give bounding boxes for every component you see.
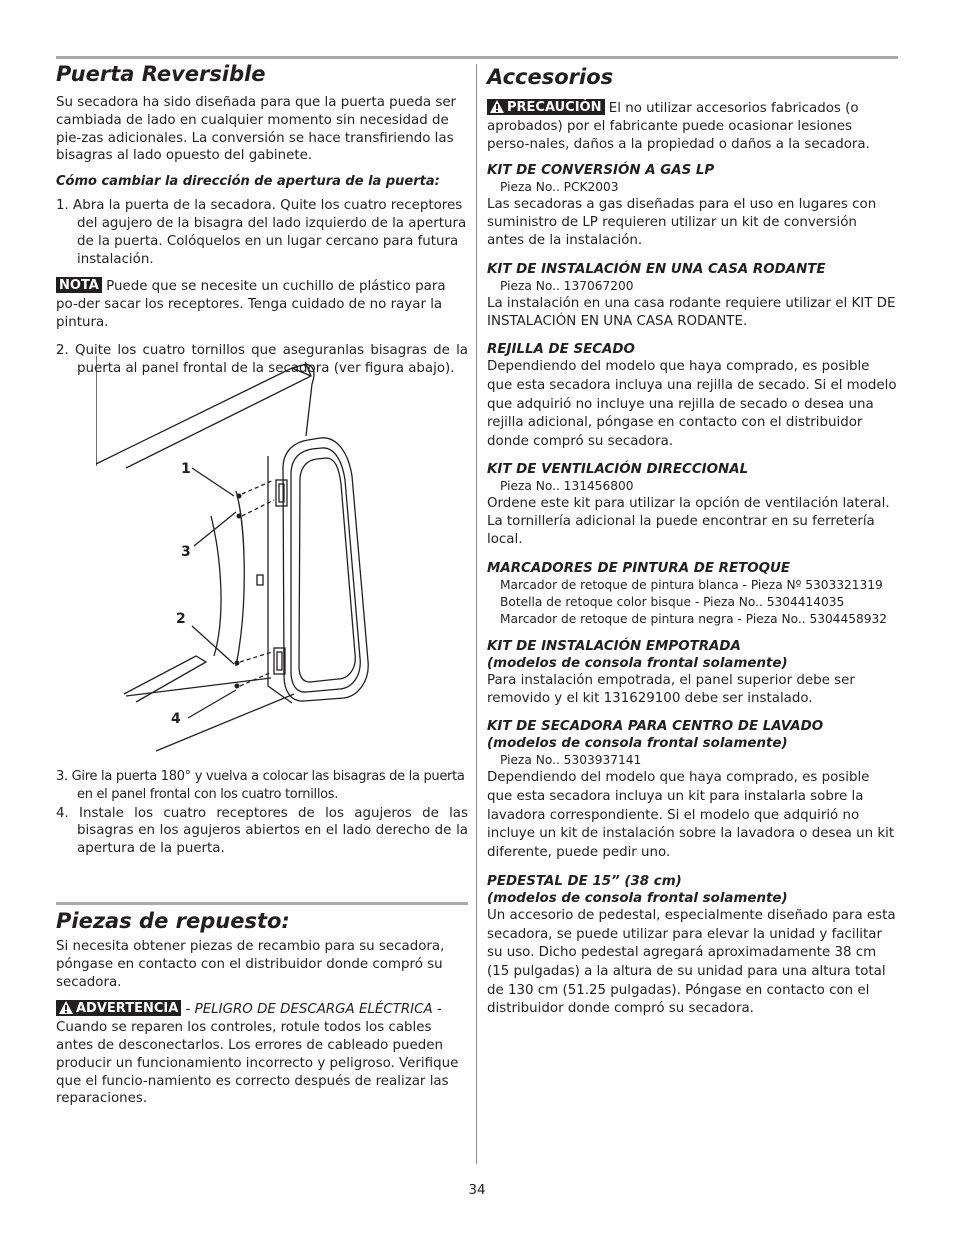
touchup-item-bisque: Botella de retoque color bisque - Pieza No.. 5304414035	[500, 594, 845, 609]
lp-kit-part: Pieza No.. PCK2003	[500, 180, 619, 195]
caution-text: El no utilizar accesorios fabricados (o aprobados) por el fabricante puede ocasionar lesiones perso-nales, daños a la propiedad o daños a la secadora.	[487, 101, 870, 152]
pedestal-heading: PEDESTAL DE 15” (38 cm)	[487, 874, 682, 890]
warning-label: ADVERTENCIA	[76, 1001, 179, 1017]
door-hinge-figure	[96, 356, 468, 766]
reversible-intro: Su secadora ha sido diseñada para que la puerta pueda ser cambiada de lado en cualquier momento sin necesidad de pie-zas adicionales. La conversión se hace transfiriendo las bisagras al lado opuesto del gabinete.	[56, 95, 457, 164]
step-2: 2. Quite los cuatro tornillos que aseguranlas bisagras de la puerta al panel frontal de la secadora (ver figura abajo).	[56, 342, 468, 376]
column-divider	[476, 64, 477, 1164]
dryer-door-illustration	[96, 356, 468, 766]
how-to-heading: Cómo cambiar la dirección de apertura de la puerta:	[56, 174, 440, 190]
reversible-door-title: Puerta Reversible	[56, 62, 266, 86]
mobile-home-text: La instalación en una casa rodante requiere utilizar el KIT DE INSTALACIÓN EN UNA CASA RODANTE.	[487, 295, 896, 329]
built-in-heading: KIT DE INSTALACIÓN EMPOTRADA	[487, 638, 741, 654]
pedestal-text: Un accesorio de pedestal, especialmente diseñado para esta secadora, se puede utilizar para elevar la unidad y facilitar su uso. Dicho pedestal agregará aproximadamente 38 cm (15 pulgadas) a la altura de su unidad para una altura total de 130 cm (51.25 pulgadas). Póngase en contacto con el distribuidor donde compró su secadora.	[487, 908, 896, 1017]
vent-kit-heading: KIT DE VENTILACIÓN DIRECCIONAL	[487, 462, 749, 478]
left-column-lower	[56, 768, 468, 1108]
laundry-center-subheading: (modelos de consola frontal solamente)	[487, 736, 788, 752]
warning-badge	[56, 1000, 181, 1016]
caution-badge	[487, 99, 605, 115]
lp-kit-text: Las secadoras a gas diseñadas para el uso en lugares con suministro de LP requieren utilizar un kit de conversión antes de la instalación.	[487, 197, 877, 248]
callout-3: 3	[181, 544, 191, 560]
laundry-center-heading: KIT DE SECADORA PARA CENTRO DE LAVADO	[487, 719, 824, 735]
vent-kit-part: Pieza No.. 131456800	[500, 479, 634, 494]
step-3: 3. Gire la puerta 180° y vuelva a colocar las bisagras de la puerta en el panel frontal con los cuatro tornillos.	[56, 769, 465, 802]
mobile-home-part: Pieza No.. 137067200	[500, 278, 634, 293]
accessories-title: Accesorios	[487, 65, 614, 89]
step-4: 4. Instale los cuatro receptores de los agujeros de las bisagras en los agujeros abiertos en el lado derecho de la apertura de la puerta.	[56, 805, 468, 857]
drying-rack-heading: REJILLA DE SECADO	[487, 342, 635, 358]
warning-text: Cuando se reparen los controles, rotule todos los cables antes de desconectarlos. Los errores de cableado pueden producir un funcionamiento incorrecto y peligroso. Verifique que el funcio-namiento es correcto después de realizar las reparaciones.	[56, 1020, 459, 1107]
laundry-center-text: Dependiendo del modelo que haya comprado, es posible que esta secadora incluya un kit para instalarla sobre la lavadora correspondiente. Si el modelo que adquirió no incluye un kit de instalación sobre la lavadora o desea un kit diferente, puede pedir uno.	[487, 770, 895, 860]
caution-label: PRECAUCIÓN	[507, 100, 602, 115]
touchup-heading: MARCADORES DE PINTURA DE RETOQUE	[487, 560, 791, 576]
built-in-text: Para instalación empotrada, el panel superior debe ser removido y el kit 131629100 debe ser instalado.	[487, 672, 855, 706]
mobile-home-heading: KIT DE INSTALACIÓN EN UNA CASA RODANTE	[487, 261, 826, 277]
steps-list-a	[56, 197, 468, 268]
left-column	[56, 60, 468, 377]
lp-kit-heading: KIT DE CONVERSIÓN A GAS LP	[487, 163, 715, 179]
nota-text: Puede que se necesite un cuchillo de plástico para po-der sacar los receptores. Tenga cuidado de no rayar la pintura.	[56, 279, 446, 330]
nota-badge: NOTA	[56, 277, 102, 293]
parts-rule	[56, 902, 468, 905]
warning-hazard: - PELIGRO DE DESCARGA ELÉCTRICA -	[181, 1002, 442, 1018]
caution-block	[487, 99, 897, 153]
steps-list-c	[56, 768, 468, 858]
page-number: 34	[468, 1183, 486, 1198]
drying-rack-text: Dependiendo del modelo que haya comprado, es posible que esta secadora incluya una rejilla de secado. Si el modelo que adquirió no incluye una rejilla de secado o desea una rejilla adicional, póngase en contacto con el distribuidor donde compró su secadora.	[487, 359, 897, 449]
built-in-subheading: (modelos de consola frontal solamente)	[487, 655, 788, 671]
touchup-item-black: Marcador de retoque de pintura negra - Pieza No.. 5304458932	[500, 611, 888, 626]
callout-4: 4	[171, 711, 181, 727]
parts-title: Piezas de repuesto:	[56, 908, 290, 933]
parts-intro: Si necesita obtener piezas de recambio para su secadora, póngase en contacto con el distribuidor donde compró su secadora.	[56, 938, 445, 990]
step-1: 1. Abra la puerta de la secadora. Quite los cuatro receptores del agujero de la bisagra del lado izquierdo de la apertura de la puerta. Colóquelos en un lugar cercano para futura instalación.	[56, 198, 467, 267]
callout-1: 1	[181, 461, 191, 477]
top-rule	[56, 56, 898, 59]
warning-block	[56, 1000, 468, 1108]
pedestal-subheading: (modelos de consola frontal solamente)	[487, 891, 788, 907]
callout-2: 2	[176, 611, 186, 627]
right-column	[487, 60, 897, 1019]
laundry-center-part: Pieza No.. 5303937141	[500, 753, 642, 768]
touchup-item-white: Marcador de retoque de pintura blanca - Pieza Nº 5303321319	[500, 577, 883, 592]
warning-triangle-icon	[59, 1001, 73, 1014]
nota-block	[56, 277, 468, 331]
vent-kit-text: Ordene este kit para utilizar la opción de ventilación lateral. La tornillería adicional la puede encontrar en su ferretería local.	[487, 496, 890, 547]
caution-triangle-icon	[490, 100, 504, 113]
